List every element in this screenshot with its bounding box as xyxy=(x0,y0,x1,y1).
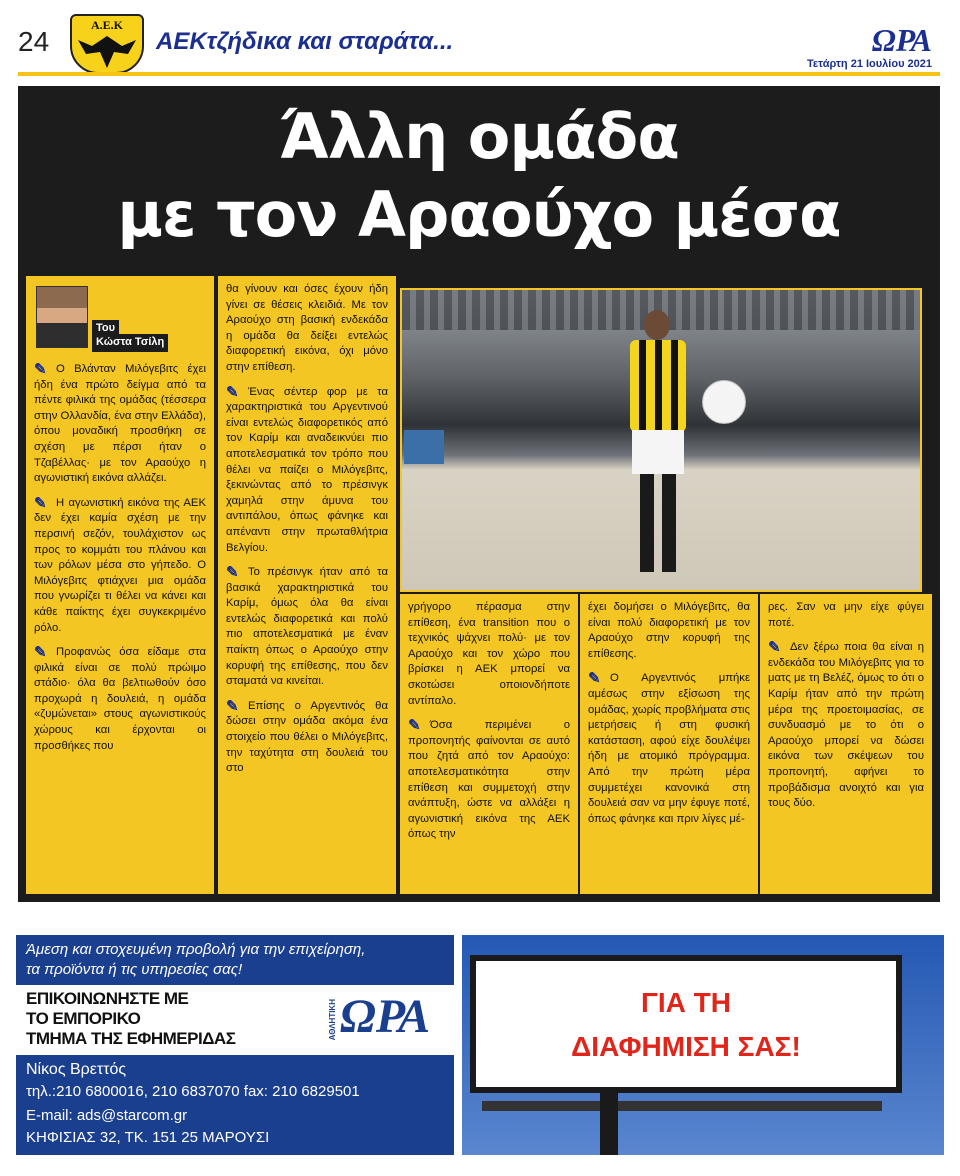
pen-icon: ✎ xyxy=(34,361,47,378)
article-column-3 xyxy=(400,594,578,894)
pen-icon: ✎ xyxy=(408,717,421,735)
article-column-5 xyxy=(760,594,932,894)
pen-icon: ✎ xyxy=(768,639,781,657)
pen-icon: ✎ xyxy=(34,644,47,662)
logo-text: Α.Ε.Κ xyxy=(90,18,123,32)
paragraph: γρήγορο πέρασμα στην επίθεση, ένα transition που ο τεχνικός ψάχνει πολύ· με τον Αραούχο και τον χώρο που βρίσκει η ΑΕΚ μπορεί να σκοτώσει οποιονδήποτε αντίπαλο. xyxy=(408,601,570,707)
headline xyxy=(18,98,940,254)
pen-icon: ✎ xyxy=(588,670,601,688)
ad-phone: τηλ.:210 6800016, 210 6837070 fax: 210 6829501 xyxy=(26,1083,360,1100)
eagle-icon xyxy=(72,32,142,72)
headline-line-2: με τον Αραούχο μέσα xyxy=(117,178,841,251)
author-label: Του xyxy=(92,320,119,338)
article-column-4 xyxy=(580,594,758,894)
ad-brand-small: ΑΘΛΗΤΙΚΗ xyxy=(328,999,337,1041)
ad-tagline-1: Άμεση και στοχευμένη προβολή για την επιχείρηση, xyxy=(26,941,366,958)
author-box xyxy=(34,282,206,354)
ad-contact-box xyxy=(16,985,454,1055)
pen-icon: ✎ xyxy=(226,383,239,401)
ad-brand-logo: ΩΡΑ xyxy=(340,990,431,1043)
paragraph: ✎ Ο Αργεντινός μπήκε αμέσως στην εξίσωση της ομάδας, χωρίς προβλήματα στις μετρήσεις ή στη φυσική κατάσταση, αφού είχε δουλέψει ήδη με ατομικό πρόγραμμα. Από την πρώτη μέρα συμμετέχει κανονικά στη δουλειά σαν να μην έφυγε ποτέ, όπως φάνηκε και πριν λίγες μέ- xyxy=(588,670,750,825)
billboard-pole xyxy=(600,1093,618,1155)
ad-tagline-2: τα προϊόντα ή τις υπηρεσίες σας! xyxy=(26,961,243,978)
headline-line-1: Άλλη ομάδα xyxy=(279,100,679,173)
billboard-line-1: ΓΙΑ ΤΗ xyxy=(641,987,731,1018)
paragraph: ✎ Όσα περιμένει ο προπονητής φαίνονται σε αυτό που ζητά από τον Αραούχο: αποτελεσματικότητα στην επίθεση και συμμετοχή στην ανάπτυξη, ώστε να αλλάξει η αγωνιστική εικόνα της ΑΕΚ όπως την xyxy=(408,717,570,841)
paragraph: ✎ Ο Βλάνταν Μιλόγεβιτς έχει ήδη ένα πρώτο δείγμα από τα πέντε φιλικά της ομάδας (τέσσερα στην Ολλανδία, ένα στην Ελλάδα), όπου μοναδική προσθήκη σε σχέση με πέρσι ήταν ο Τζαβέλλας· με τον Αραούχο η αγωνιστική εικόνα αλλάζει. xyxy=(34,361,206,485)
ad-contact-line-1: ΕΠΙΚΟΙΝΩΝΗΣΤΕ ΜΕ xyxy=(26,989,189,1008)
billboard-line-2: ΔΙΑΦΗΜΙΣΗ ΣΑΣ! xyxy=(571,1031,801,1062)
header-rule xyxy=(18,72,940,76)
advertisement xyxy=(0,915,960,1176)
paragraph: ✎ Η αγωνιστική εικόνα της ΑΕΚ δεν έχει καμία σχέση με την περσινή σεζόν, τουλάχιστον ως προς το κομμάτι του πλάνου και των ρόλων μέσα στο γήπεδο. Ο Μιλόγεβιτς φτιάχνει μια ομάδα που γνωρίζει τι θέλει να κάνει και κάθε παίκτης έχει συγκεκριμένο ρόλο. xyxy=(34,494,206,634)
paragraph: έχει δομήσει ο Μιλόγεβιτς, θα είναι πολύ διαφορετική με τον Αραούχο στην κορυφή της επίθεσης. xyxy=(588,601,750,660)
issue-date: Τετάρτη 21 Ιουλίου 2021 xyxy=(807,58,932,70)
ad-billboard-panel xyxy=(462,935,944,1155)
ad-contact-line-3: ΤΜΗΜΑ ΤΗΣ ΕΦΗΜΕΡΙΔΑΣ xyxy=(26,1029,236,1048)
page-header xyxy=(18,12,940,74)
page-number: 24 xyxy=(18,26,50,57)
portable-toilets xyxy=(404,430,444,464)
ad-contact-line-2: ΤΟ ΕΜΠΟΡΙΚΟ xyxy=(26,1009,141,1028)
paragraph: ✎ Ένας σέντερ φορ με τα χαρακτηριστικά του Αργεντινού είναι εντελώς διαφορετικός από τον Καρίμ και αναδεικνύει πιο αποτελεσματικά τον τρόπο που θέλει να παίζει ο Μιλόγεβιτς, ξεκινώντας από το πρέσινγκ χαμηλά στην άμυνα του αντιπάλου, όπως φάνηκε και απέναντι στην πρωταθλήτρια Βελγίου. xyxy=(226,383,388,554)
section-title: ΑΕΚτζήδικα και σταράτα... xyxy=(156,28,454,55)
paragraph: ✎ Επίσης ο Αργεντινός θα δώσει στην ομάδα ακόμα ένα στοιχείο που θέλει ο Μιλόγεβιτς, την ταχύτητα στη δουλειά του στο xyxy=(226,697,388,775)
article-column-1 xyxy=(26,276,214,894)
football xyxy=(702,380,746,424)
billboard xyxy=(470,955,902,1093)
ad-contact-panel xyxy=(16,935,454,1155)
paragraph: ✎ Το πρέσινγκ ήταν από τα βασικά χαρακτηριστικά του Καρίμ, όμως όλα θα είναι εντελώς διαφορετικά και πολύ πιο αποτελεσματικά με έναν παίκτη όπως ο Αραούχο στην κορυφή της επίθεσης, που δεν σταματά να κινείται. xyxy=(226,564,388,688)
article xyxy=(18,86,940,902)
paragraph: ✎ Προφανώς όσα είδαμε στα φιλικά είναι σε πολύ πρώιμο στάδιο· όλα θα βελτιωθούν όσο προχωρά η δουλειά, η ομάδα «ζυμώνεται» στους αγωνιστικούς χώρους και έρχονται οι προσθήκες που xyxy=(34,644,206,752)
pen-icon: ✎ xyxy=(34,494,47,512)
billboard-rail xyxy=(482,1101,882,1111)
author-photo xyxy=(36,286,88,348)
pen-icon: ✎ xyxy=(226,697,239,715)
article-column-2 xyxy=(218,276,396,894)
player-figure xyxy=(612,310,702,580)
author-name: Κώστα Τσίλη xyxy=(92,334,168,352)
pen-icon: ✎ xyxy=(226,564,239,582)
player-photo xyxy=(400,288,922,592)
newspaper-brand: ΩΡΑ xyxy=(871,22,932,58)
paragraph: ρες. Σαν να μην είχε φύγει ποτέ. xyxy=(768,601,924,629)
ad-contact-person: Νίκος Βρεττός xyxy=(26,1061,127,1078)
paragraph: ✎ Δεν ξέρω ποια θα είναι η ενδεκάδα του Μιλόγεβιτς για το ματς με τη Βελέζ, όμως το ότι ο Καρίμ ήταν από την πρώτη μέρα της προετοιμασίας, σε συνδυασμό με το ότι ο Αραούχο μπορεί να δώσει εικόνα των σκέψεων του προπονητή, αφήνει το προβάδισμα ανοιχτό και για τους δύο. xyxy=(768,639,924,810)
ad-address: ΚΗΦΙΣΙΑΣ 32, ΤΚ. 151 25 ΜΑΡΟΥΣΙ xyxy=(26,1129,270,1146)
aek-logo-icon xyxy=(70,14,144,74)
paragraph: θα γίνουν και όσες έχουν ήδη γίνει σε θέσεις κλειδιά. Με τον Αραούχο στη βασική ενδεκάδα η ομάδα θα δείξει εντελώς διαφορετική εικόνα, όχι μόνο στην επίθεση. xyxy=(226,283,388,373)
ad-email: E-mail: ads@starcom.gr xyxy=(26,1107,188,1124)
